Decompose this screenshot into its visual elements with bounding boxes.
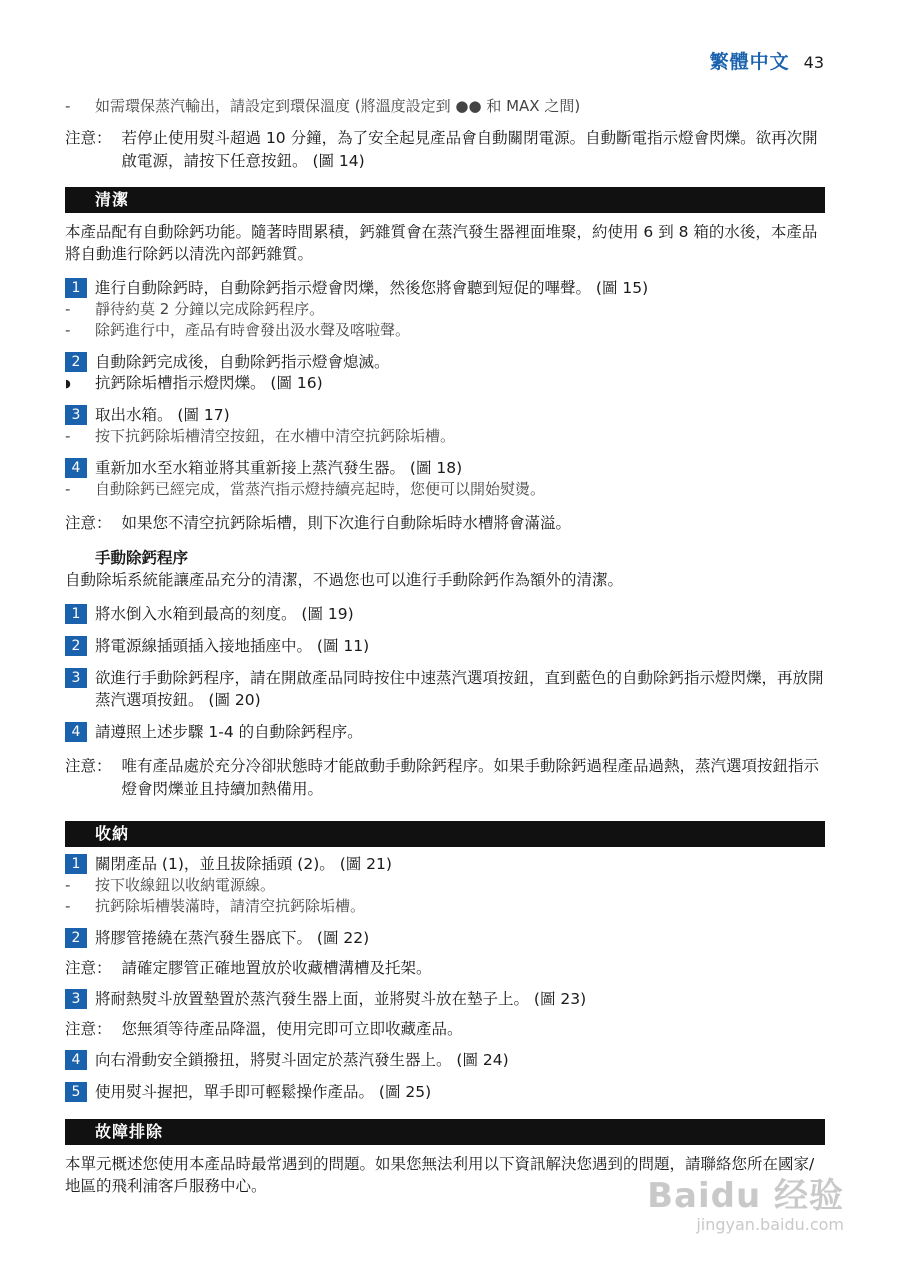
step-bullet-text: 按下抗鈣除垢槽清空按鈕，在水槽中清空抗鈣除垢槽。 [95,427,456,445]
note-text: 請確定膠管正確地置放於收藏槽溝槽及托架。 [121,959,432,977]
manual-step-4 [65,721,825,743]
step-bullet: - 靜待約莫 2 分鐘以完成除鈣程序。 [65,300,325,318]
language-label: 繁體中文 [709,51,790,73]
manual-descale-note [65,755,825,801]
step-bullet: - 抗鈣除垢槽裝滿時，請清空抗鈣除垢槽。 [65,897,366,915]
storage-step-5 [65,1081,825,1103]
troubleshooting-intro: 本單元概述您使用本產品時最常遇到的問題。如果您無法利用以下資訊解決您遇到的問題，請聯絡您所在國家/地區的飛利浦客戶服務中心。 [65,1155,815,1195]
storage-step-2 [65,927,825,949]
storage-note-1 [65,957,825,980]
step-number-badge: 1 [65,854,87,874]
watermark-url: jingyan.baidu.com [696,1215,844,1234]
note-text: 若停止使用熨斗超過 10 分鐘，為了安全起見產品會自動關閉電源。自動斷電指示燈會閃爍。欲再次開啟電源，請按下任意按鈕。 (圖 14) [121,129,818,170]
step-bullet-text: 抗鈣除垢槽裝滿時，請清空抗鈣除垢槽。 [95,897,366,915]
page-header [710,47,824,74]
step-bullet: - 按下收線鈕以收納電源線。 [65,876,276,894]
storage-step-4 [65,1049,825,1071]
step-number-badge: 1 [65,604,87,624]
note-text: 唯有產品處於充分冷卻狀態時才能啟動手動除鈣程序。如果手動除鈣過程產品過熱，蒸汽選項按鈕指示燈會閃爍並且持續加熱備用。 [121,757,820,798]
step-number-badge: 4 [65,458,87,478]
step-bullet: - 自動除鈣已經完成，當蒸汽指示燈持續亮起時，您便可以開始熨燙。 [65,480,546,498]
page-number: 43 [803,53,824,72]
step-bullet-text: 除鈣進行中，產品有時會發出汲水聲及喀啦聲。 [95,321,411,339]
step-text: 將膠管捲繞在蒸汽發生器底下。 (圖 22) [95,929,370,947]
step-text: 將耐熱熨斗放置墊置於蒸汽發生器上面，並將熨斗放在墊子上。 (圖 23) [95,990,587,1008]
cleaning-intro: 本產品配有自動除鈣功能。隨著時間累積，鈣雜質會在蒸汽發生器裡面堆聚，約使用 6 到 8 箱的水後，本產品將自動進行除鈣以清洗內部鈣雜質。 [65,223,818,263]
section-heading-cleaning: 清潔 [65,187,825,213]
storage-step-3 [65,988,825,1010]
note-label: 注意： [65,129,112,147]
storage-note-2 [65,1018,825,1041]
note-label: 注意： [65,1020,112,1038]
step-text: 使用熨斗握把，單手即可輕鬆操作產品。 (圖 25) [95,1083,432,1101]
step-number-badge: 1 [65,278,87,298]
step-text: 將水倒入水箱到最高的刻度。 (圖 19) [95,605,354,623]
step-number-badge: 4 [65,1050,87,1070]
step-text: 請遵照上述步驟 1-4 的自動除鈣程序。 [95,723,363,741]
step-bullet: - 除鈣進行中，產品有時會發出汲水聲及喀啦聲。 [65,321,411,339]
half-circle-icon: ◗ [65,377,71,390]
note-label: 注意： [65,757,112,775]
dash-marker: - [65,97,71,115]
step-bullet-text: 按下收線鈕以收納電源線。 [95,876,276,894]
step-result [65,373,825,394]
note-label: 注意： [65,514,112,532]
step-text: 將電源線插頭插入接地插座中。 (圖 11) [95,637,370,655]
step-text: 關閉產品 (1)，並且拔除插頭 (2)。 (圖 21) [95,855,392,873]
step-text: 取出水箱。 (圖 17) [95,406,230,424]
step-number-badge: 3 [65,405,87,425]
step-number-badge: 3 [65,989,87,1009]
cleaning-step-3 [65,404,825,426]
intro-bullet-text: 如需環保蒸汽輸出，請設定到環保溫度 (將溫度設定到 ●● 和 MAX 之間) [95,97,581,115]
intro-bullet [65,96,825,117]
step-number-badge: 2 [65,928,87,948]
storage-step-1 [65,853,825,875]
cleaning-step-2 [65,351,825,373]
section-heading-storage: 收納 [65,821,825,847]
manual-descale-intro: 自動除垢系統能讓產品充分的清潔，不過您也可以進行手動除鈣作為額外的清潔。 [65,571,624,589]
step-number-badge: 5 [65,1082,87,1102]
cleaning-step-1 [65,277,825,299]
manual-step-1 [65,603,825,625]
step-result-text: 抗鈣除垢槽指示燈閃爍。 (圖 16) [95,374,323,392]
intro-note [65,127,825,173]
step-bullet: - 按下抗鈣除垢槽清空按鈕，在水槽中清空抗鈣除垢槽。 [65,427,456,445]
page-content [65,96,825,1197]
note-text: 您無須等待產品降溫，使用完即可立即收藏產品。 [121,1020,463,1038]
manual-step-3 [65,667,825,711]
note-label: 注意： [65,959,112,977]
step-text: 欲進行手動除鈣程序，請在開啟產品同時按住中速蒸汽選項按鈕，直到藍色的自動除鈣指示燈閃爍，再放開蒸汽選項按鈕。 (圖 20) [95,669,824,709]
manual-descale-heading: 手動除鈣程序 [95,549,189,567]
note-text: 如果您不清空抗鈣除垢槽，則下次進行自動除垢時水槽將會滿溢。 [121,514,572,532]
watermark-logo: Baidu 经验 [647,1176,844,1216]
step-text: 進行自動除鈣時，自動除鈣指示燈會閃爍，然後您將會聽到短促的嗶聲。 (圖 15) [95,279,649,297]
step-number-badge: 4 [65,722,87,742]
step-number-badge: 2 [65,636,87,656]
step-bullet-text: 靜待約莫 2 分鐘以完成除鈣程序。 [95,300,325,318]
step-bullet-text: 自動除鈣已經完成，當蒸汽指示燈持續亮起時，您便可以開始熨燙。 [95,480,546,498]
manual-step-2 [65,635,825,657]
section-heading-troubleshooting: 故障排除 [65,1119,825,1145]
step-text: 重新加水至水箱並將其重新接上蒸汽發生器。 (圖 18) [95,459,463,477]
cleaning-step-4 [65,457,825,479]
cleaning-note [65,512,825,535]
step-text: 向右滑動安全鎖撥扭，將熨斗固定於蒸汽發生器上。 (圖 24) [95,1051,509,1069]
step-text: 自動除鈣完成後，自動除鈣指示燈會熄滅。 [95,353,390,371]
step-number-badge: 2 [65,352,87,372]
step-number-badge: 3 [65,668,87,688]
